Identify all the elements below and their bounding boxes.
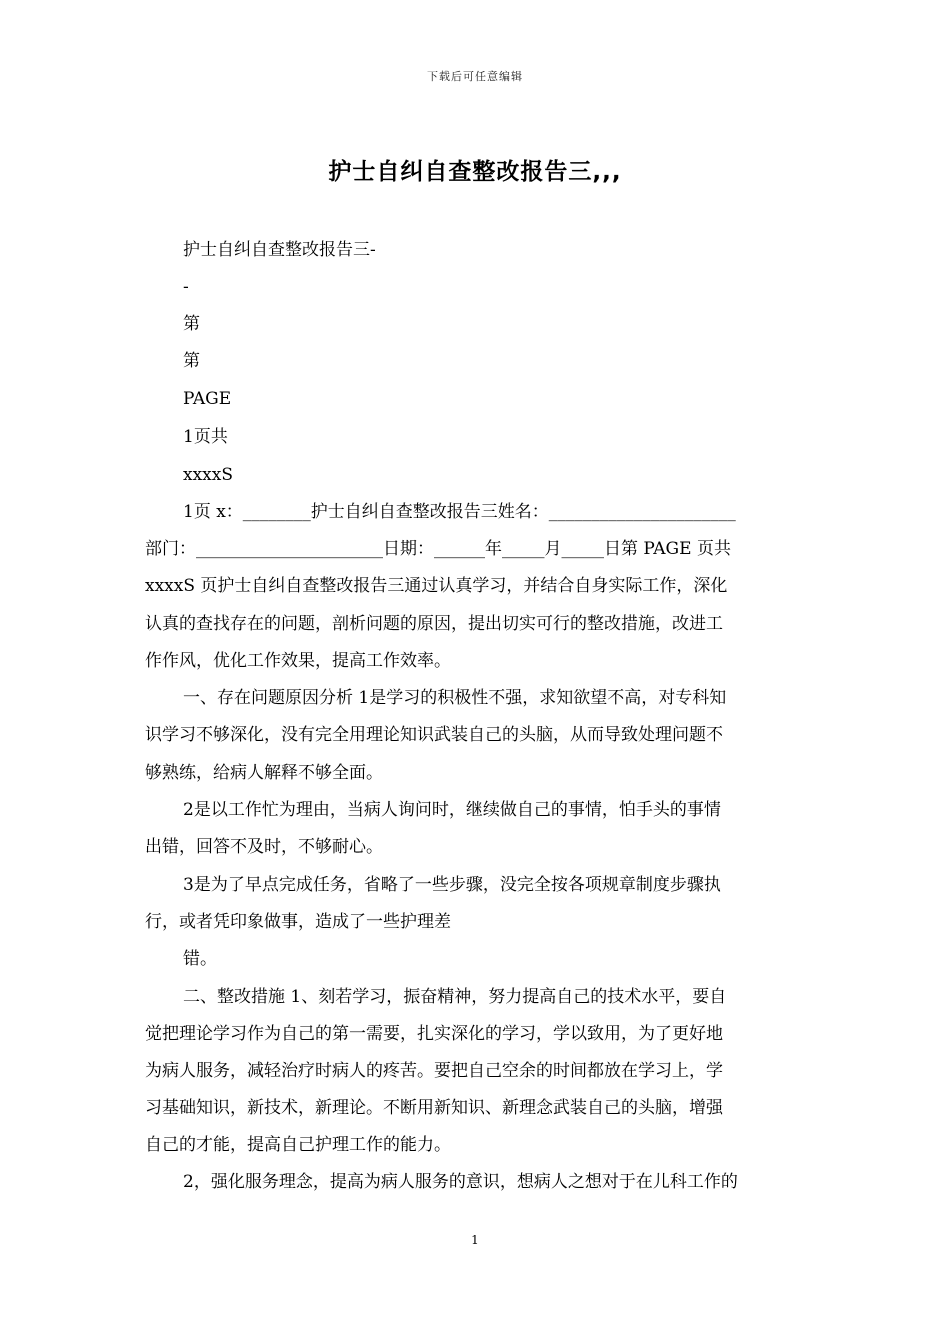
body-line: 1页共 xyxy=(183,427,228,447)
body-line: 3是为了早点完成任务，省略了一些步骤，没完全按各项规章制度步骤执 xyxy=(183,875,721,895)
body-line: 作作风，优化工作效果，提高工作效率。 xyxy=(145,651,451,671)
document-title: 护士自纠自查整改报告三,,, xyxy=(328,159,622,185)
body-line: 出错，回答不及时，不够耐心。 xyxy=(145,837,383,857)
body-line: 护士自纠自查整改报告三- xyxy=(183,240,376,260)
body-line: 2，强化服务理念，提高为病人服务的意识，想病人之想对于在儿科工作的 xyxy=(183,1172,738,1192)
body-line: 部门：______________________日期：______年_____月_____日第 PAGE 页共 xyxy=(145,539,731,559)
page-header: 下载后可任意编辑 xyxy=(427,70,523,83)
body-line: 习基础知识，新技术，新理论。不断用新知识、新理念武装自己的头脑，增强 xyxy=(145,1098,723,1118)
body-line: 错。 xyxy=(183,949,217,969)
body-line: 一、存在问题原因分析 1是学习的积极性不强，求知欲望不高，对专科知 xyxy=(183,688,727,708)
body-line: 二、整改措施 1、刻若学习，振奋精神，努力提高自己的技术水平，要自 xyxy=(183,987,727,1007)
body-line: 1页 x：________护士自纠自查整改报告三姓名：______________________ xyxy=(183,502,736,522)
body-line: 2是以工作忙为理由，当病人询问时，继续做自己的事情，怕手头的事情 xyxy=(183,800,721,820)
body-line: PAGE xyxy=(183,389,232,409)
body-line: 第 xyxy=(183,314,200,334)
body-line: 认真的查找存在的问题，剖析问题的原因，提出切实可行的整改措施，改进工 xyxy=(145,614,723,634)
body-line: 够熟练，给病人解释不够全面。 xyxy=(145,763,383,783)
body-line: xxxxS 页护士自纠自查整改报告三通过认真学习，并结合自身实际工作，深化 xyxy=(145,576,728,596)
body-line: - xyxy=(183,277,189,297)
body-line: xxxxS xyxy=(183,465,233,485)
body-line: 第 xyxy=(183,351,200,371)
page-number: 1 xyxy=(471,1233,479,1247)
body-line: 行，或者凭印象做事，造成了一些护理差 xyxy=(145,912,451,932)
body-line: 识学习不够深化，没有完全用理论知识武装自己的头脑，从而导致处理问题不 xyxy=(145,725,723,745)
body-line: 觉把理论学习作为自己的第一需要，扎实深化的学习，学以致用，为了更好地 xyxy=(145,1024,723,1044)
body-line: 自己的才能，提高自己护理工作的能力。 xyxy=(145,1135,451,1155)
body-line: 为病人服务，减轻治疗时病人的疼苦。要把自己空余的时间都放在学习上，学 xyxy=(145,1061,723,1081)
